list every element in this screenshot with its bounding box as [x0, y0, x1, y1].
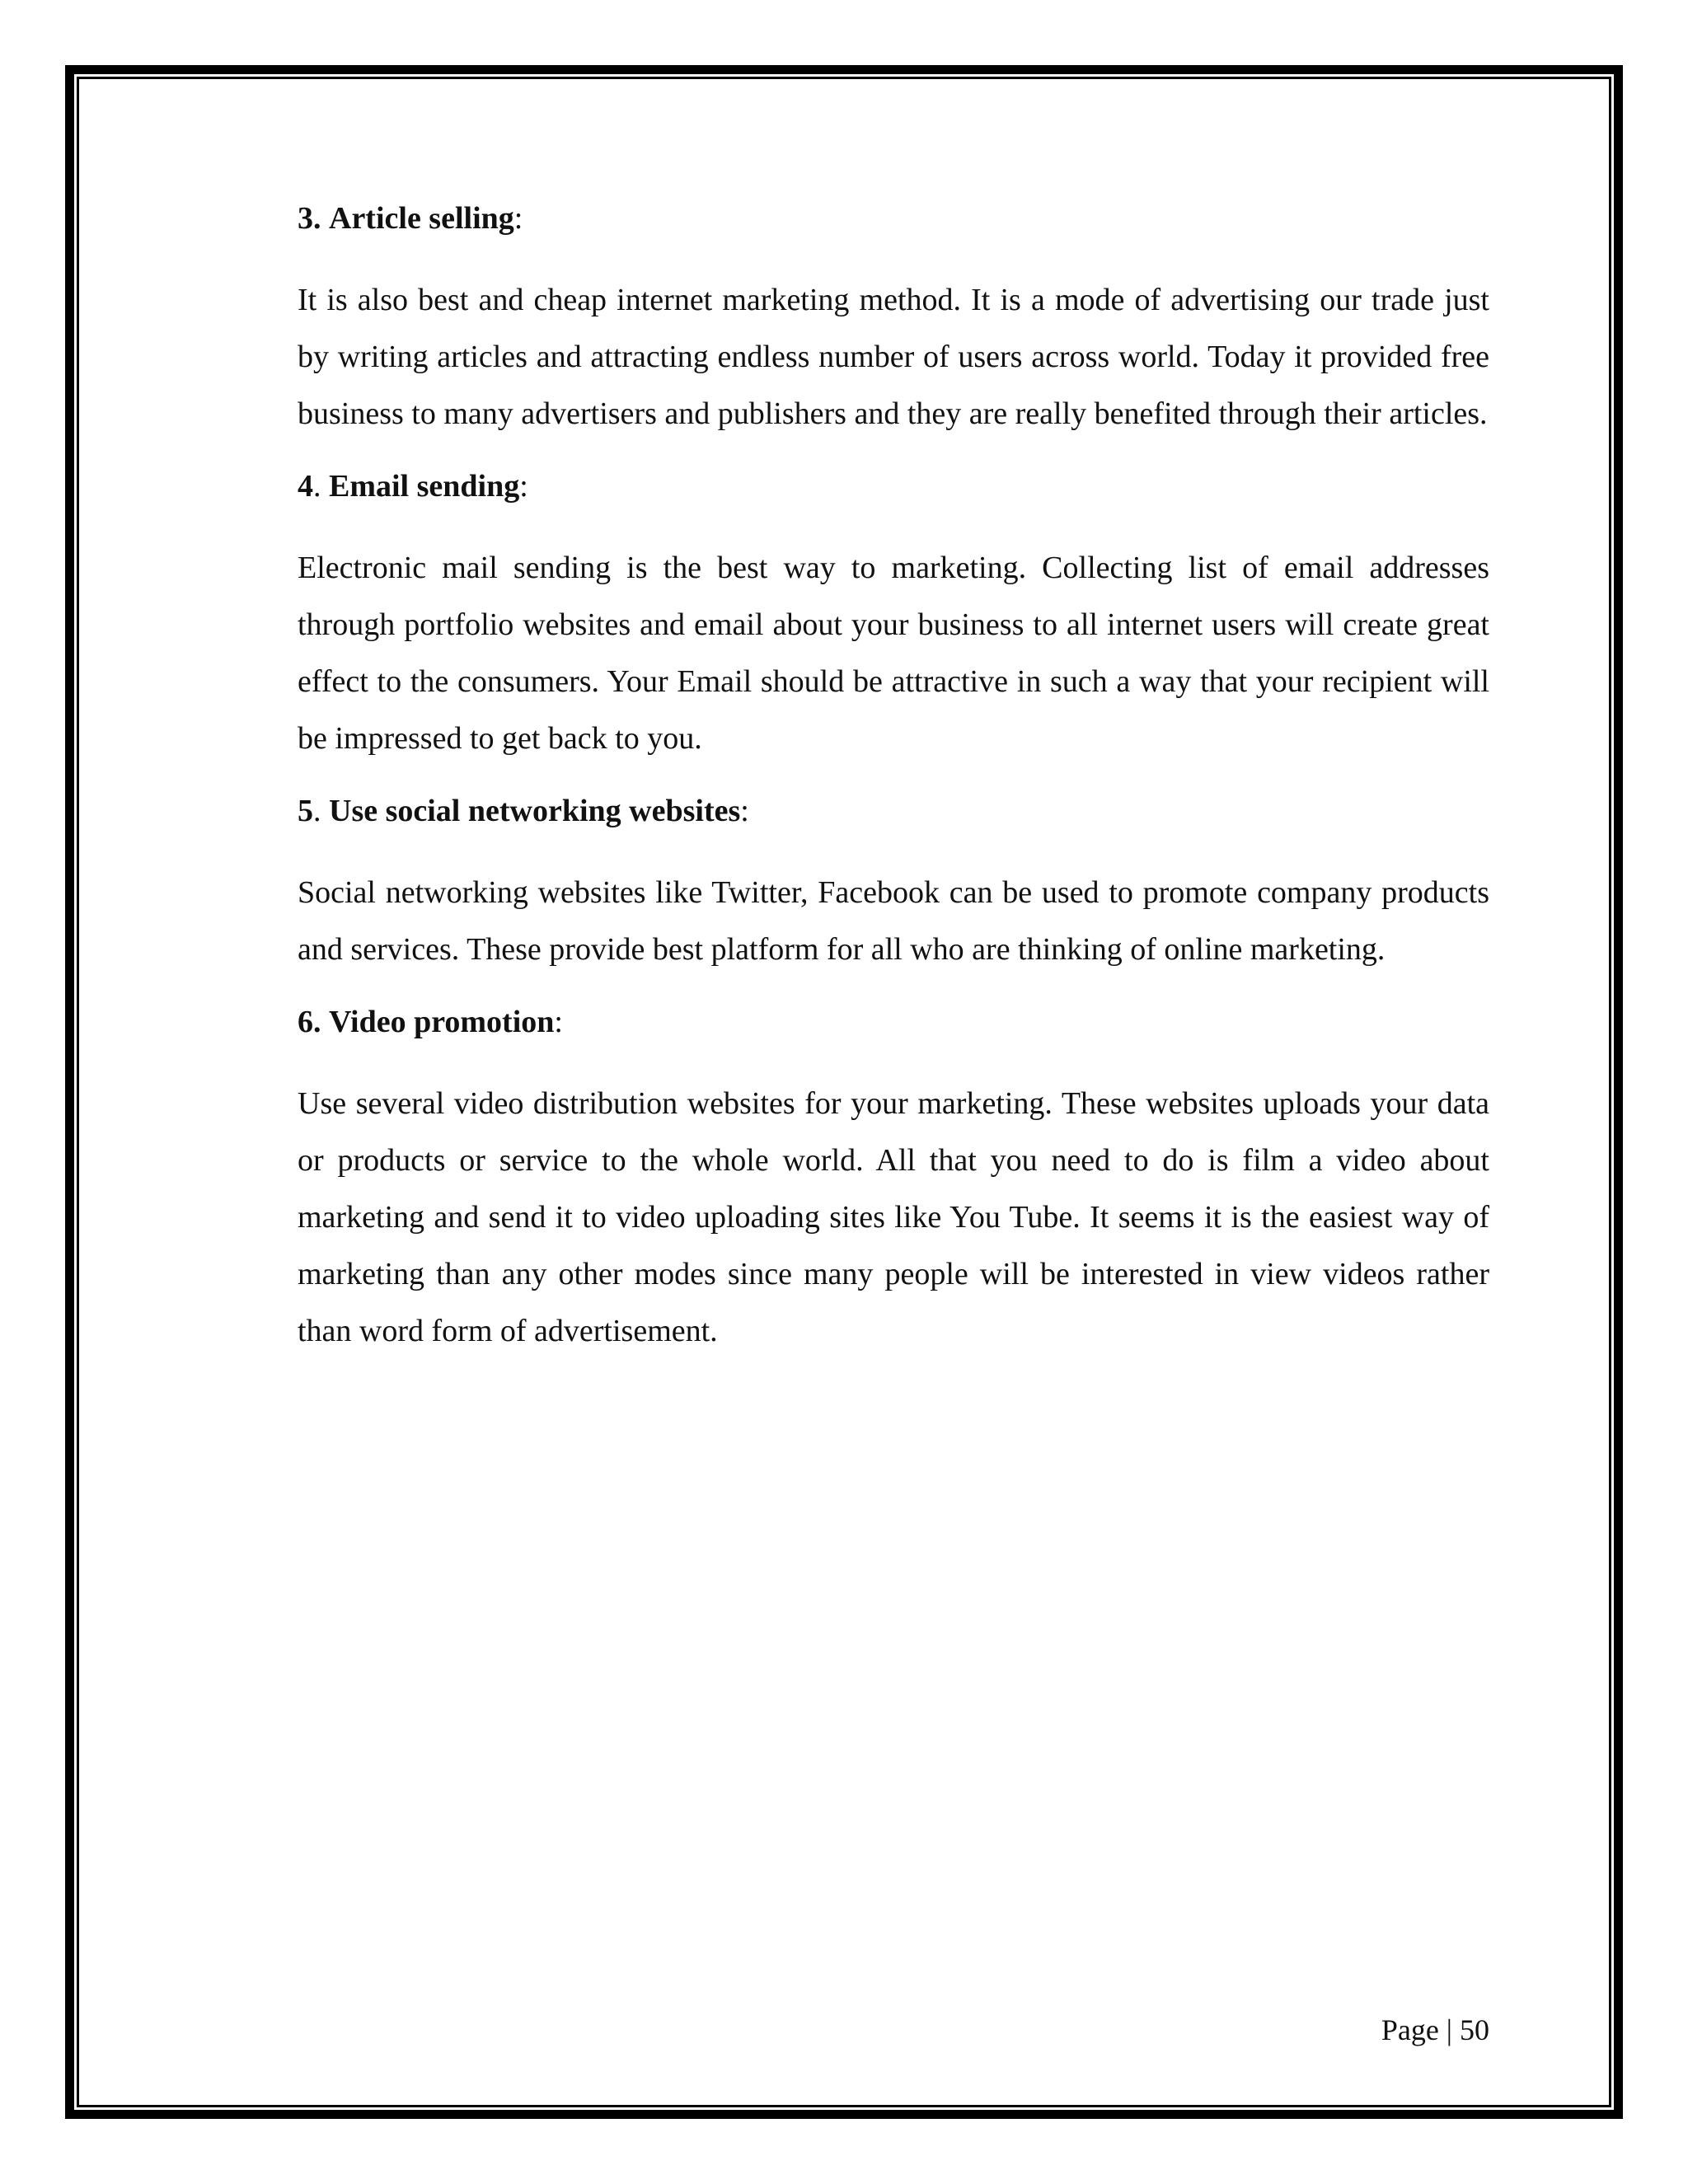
heading-separator: .	[313, 794, 329, 828]
section-heading-video-promotion	[298, 1000, 1489, 1044]
section-heading-article-selling	[298, 196, 1489, 241]
section-heading-email-sending	[298, 464, 1489, 509]
heading-number: 6.	[298, 1005, 321, 1039]
heading-title: Video promotion	[329, 1005, 555, 1039]
heading-separator: .	[313, 469, 329, 504]
section-body-social-networking: Social networking websites like Twitter, Facebook can be used to promote company products and services. These provide best platform for all who are thinking of online marketing.	[298, 875, 1489, 967]
heading-number: 3.	[298, 201, 321, 236]
heading-title: Email sending	[329, 469, 520, 504]
section-body-article-selling: It is also best and cheap internet marketing method. It is a mode of advertising our trade just by writing articles and attracting endless number of users across world. Today it provided free business to many advertisers and publishers and they are really benefited through their articles.	[298, 283, 1489, 431]
heading-number: 5	[298, 794, 313, 828]
section-body-video-promotion: Use several video distribution websites for your marketing. These websites uploads your data or products or service to the whole world. All that you need to do is film a video about marketing and send it to video uploading sites like You Tube. It seems it is the easiest way of marketing than any other modes since many people will be interested in view videos rather than word form of advertisement.	[298, 1086, 1489, 1348]
heading-colon: :	[554, 1005, 563, 1039]
heading-colon: :	[519, 469, 528, 504]
heading-number: 4	[298, 469, 313, 504]
heading-colon: :	[513, 201, 523, 236]
heading-title: Article selling	[329, 201, 514, 236]
section-heading-social-networking	[298, 789, 1489, 833]
heading-title: Use social networking websites	[329, 794, 741, 828]
page-content	[298, 196, 1489, 1381]
page-number: Page | 50	[1381, 2013, 1489, 2046]
section-body-email-sending: Electronic mail sending is the best way to marketing. Collecting list of email addresses through portfolio websites and email about your business to all internet users will create great effect to the consumers. Your Email should be attractive in such a way that your recipient will be impressed to get back to you.	[298, 551, 1489, 756]
heading-colon: :	[740, 794, 749, 828]
